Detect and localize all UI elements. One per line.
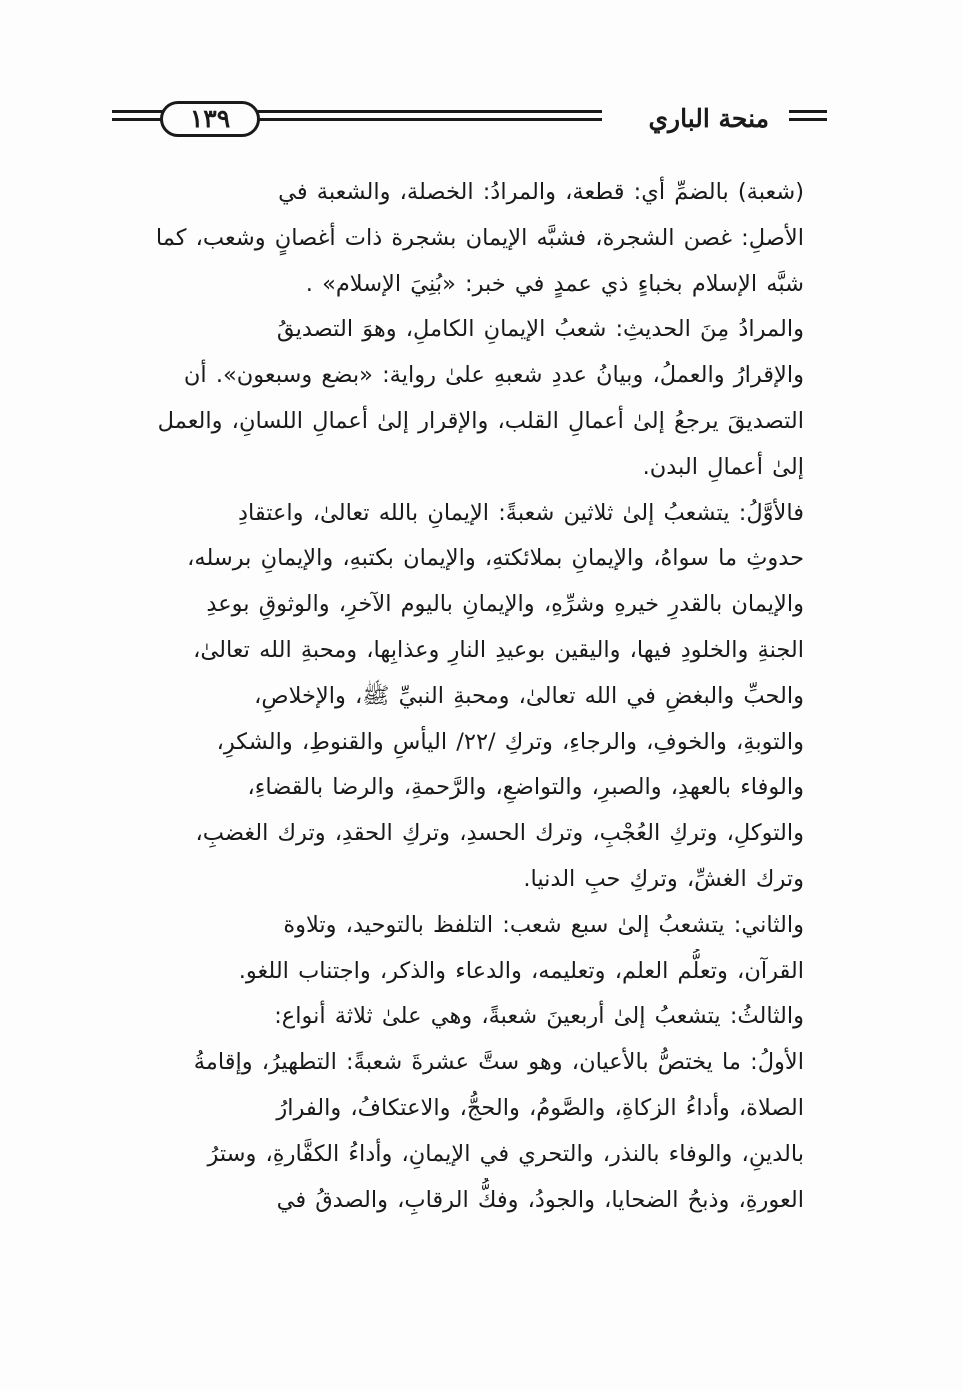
- text-line: الأولُ: ما يختصُّ بالأعيان، وهو ستَّ عشرةَ شعبةً: التطهيرُ، وإقامةُ: [193, 1049, 804, 1076]
- text-line: الأصلِ: غصن الشجرة، فشبَّه الإيمان بشجرة ذات أغصانٍ وشعب، كما: [155, 224, 804, 251]
- text-line: والحبِّ والبغضِ في الله تعالىٰ، ومحبةِ النبيِّ ﷺ، والإخلاصِ،: [254, 682, 804, 709]
- text-line: شبَّه الإسلام بخباءٍ ذي عمدٍ في خبر: «بُنِيَ الإسلام» .: [305, 270, 804, 297]
- page-header: [112, 96, 827, 148]
- text-line: فالأوَّلُ: يتشعبُ إلىٰ ثلاثين شعبةً: الإيمانِ بالله تعالىٰ، واعتقادِ: [237, 499, 804, 526]
- text-line: والوفاء بالعهدِ، والصبرِ، والتواضعِ، والرَّحمةِ، والرضا بالقضاءِ،: [247, 774, 804, 801]
- text-line: وترك الغشِّ، وتركِ حبِ الدنيا.: [523, 865, 804, 892]
- text-line: والتوبةِ، والخوفِ، والرجاءِ، وتركِ /٢٢/ اليأسِ والقنوطِ، والشكرِ،: [216, 728, 804, 755]
- text-line: والتوكلِ، وتركِ العُجْبِ، وترك الحسدِ، وتركِ الحقدِ، وترك الغضبِ،: [195, 820, 804, 847]
- text-line: حدوثِ ما سواهُ، والإيمانِ بملائكتهِ، والإيمان بكتبهِ، والإيمانِ برسله،: [187, 545, 804, 572]
- text-line: الصلاة، وأداءُ الزكاةِ، والصَّومُ، والحجُّ، والاعتكافُ، والفرارُ: [276, 1094, 804, 1121]
- text-line: العورةِ، وذبحُ الضحايا، والجودُ، وفكُّ الرقابِ، والصدقُ في: [276, 1186, 804, 1213]
- paragraph-hadith-meaning: [110, 307, 826, 490]
- header-rule-right-bottom: [789, 118, 827, 121]
- paragraph-first-branch: [110, 491, 826, 903]
- book-title: منحة الباري: [648, 104, 769, 133]
- text-line: والمرادُ مِنَ الحديثِ: شعبُ الإيمانِ الكاملِ، وهوَ التصديقُ: [276, 316, 804, 343]
- text-line: إلىٰ أعمالِ البدن.: [642, 453, 804, 480]
- paragraph-third-branch: [110, 994, 826, 1223]
- text-line: والإيمان بالقدرِ خيرهِ وشرِّهِ، والإيمانِ باليوم الآخرِ، والوثوقِ بوعدِ: [206, 591, 804, 618]
- page-number: ١٣٩: [160, 101, 260, 137]
- text-line: بالدينِ، والوفاء بالنذر، والتحري في الإيمانِ، وأداءُ الكفَّارةِ، وسترُ: [207, 1140, 804, 1167]
- header-rule-middle-top: [247, 110, 602, 113]
- text-line: والإقرارُ والعملُ، وبيانُ عددِ شعبهِ علىٰ رواية: «بضع وسبعون». أن: [183, 362, 804, 389]
- text-line: الجنةِ والخلودِ فيها، واليقين بوعيدِ النارِ وعذابِها، ومحبةِ الله تعالىٰ،: [193, 636, 804, 663]
- text-line: والثالثُ: يتشعبُ إلىٰ أربعينَ شعبةً، وهي علىٰ ثلاثة أنواع:: [274, 1003, 804, 1030]
- paragraph-shuba-definition: [110, 170, 826, 307]
- text-line: والثاني: يتشعبُ إلىٰ سبع شعب: التلفظ بالتوحيد، وتلاوة: [283, 911, 804, 938]
- text-line: القرآن، وتعلُّم العلم، وتعليمه، والدعاء والذكر، واجتناب اللغو.: [238, 957, 804, 984]
- paragraph-second-branch: [110, 903, 826, 995]
- header-rule-right-top: [789, 110, 827, 113]
- text-line: (شعبة) بالضمِّ أي: قطعة، والمرادُ: الخصلة، والشعبة في: [278, 179, 804, 205]
- text-line: التصديقَ يرجعُ إلىٰ أعمالِ القلب، والإقرار إلىٰ أعمالِ اللسانِ، والعمل: [157, 407, 804, 434]
- header-rule-middle-bottom: [247, 118, 602, 121]
- body-text: [110, 170, 826, 1223]
